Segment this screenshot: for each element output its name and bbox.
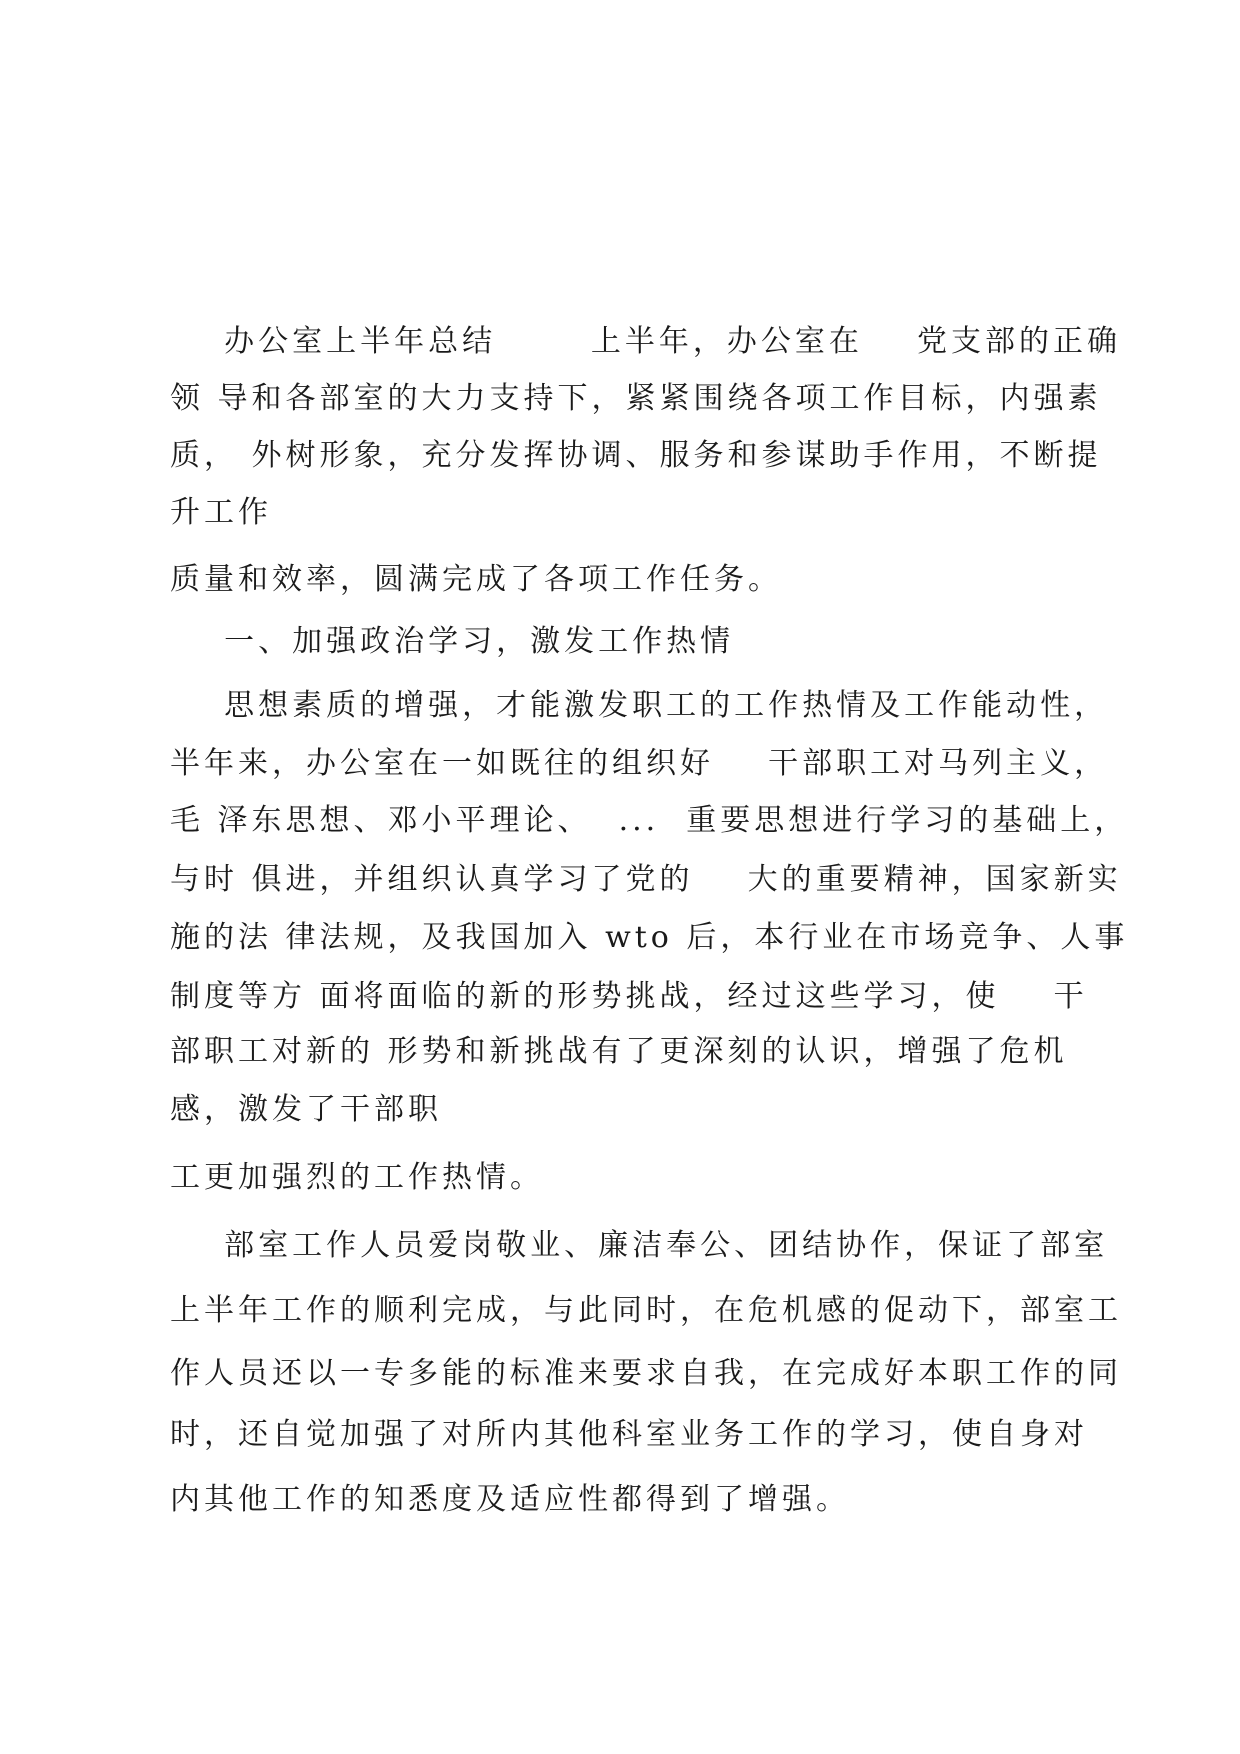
text-line: 办公室上半年总结 上半年，办公室在 党支部的正确 <box>170 324 1122 359</box>
text-line: 部职工对新的 形势和新挑战有了更深刻的认识，增强了危机 <box>170 1034 1068 1069</box>
text-line: 思想素质的增强，才能激发职工的工作热情及工作能动性， <box>170 688 1109 723</box>
text-line: 半年来，办公室在一如既往的组织好 干部职工对马列主义， <box>170 746 1109 781</box>
text-line: 升工作 <box>170 495 272 530</box>
text-line: 工更加强烈的工作热情。 <box>170 1160 544 1195</box>
section-heading: 一、加强政治学习，激发工作热情 <box>170 624 735 659</box>
text-line: 领 导和各部室的大力支持下，紧紧围绕各项工作目标，内强素 <box>170 381 1102 416</box>
text-line: 质， 外树形象，充分发挥协调、服务和参谋助手作用，不断提 <box>170 438 1102 473</box>
text-line: 上半年工作的顺利完成，与此同时，在危机感的促动下，部室工 <box>170 1293 1122 1328</box>
text-line: 感，激发了干部职 <box>170 1092 442 1127</box>
text-line: 毛 泽东思想、邓小平理论、 ... 重要思想进行学习的基础上， <box>170 803 1129 838</box>
text-line: 施的法 律法规，及我国加入 wto 后，本行业在市场竞争、人事 <box>170 920 1129 955</box>
text-line: 作人员还以一专多能的标准来要求自我，在完成好本职工作的同 <box>170 1356 1122 1391</box>
text-line: 质量和效率，圆满完成了各项工作任务。 <box>170 562 782 597</box>
text-line: 制度等方 面将面临的新的形势挑战，经过这些学习，使 干 <box>170 979 1088 1014</box>
text-line: 部室工作人员爱岗敬业、廉洁奉公、团结协作，保证了部室 <box>170 1228 1109 1263</box>
text-line: 与时 俱进，并组织认真学习了党的 大的重要精神，国家新实 <box>170 862 1122 897</box>
text-line: 内其他工作的知悉度及适应性都得到了增强。 <box>170 1482 850 1517</box>
text-line: 时，还自觉加强了对所内其他科室业务工作的学习，使自身对 <box>170 1417 1088 1452</box>
